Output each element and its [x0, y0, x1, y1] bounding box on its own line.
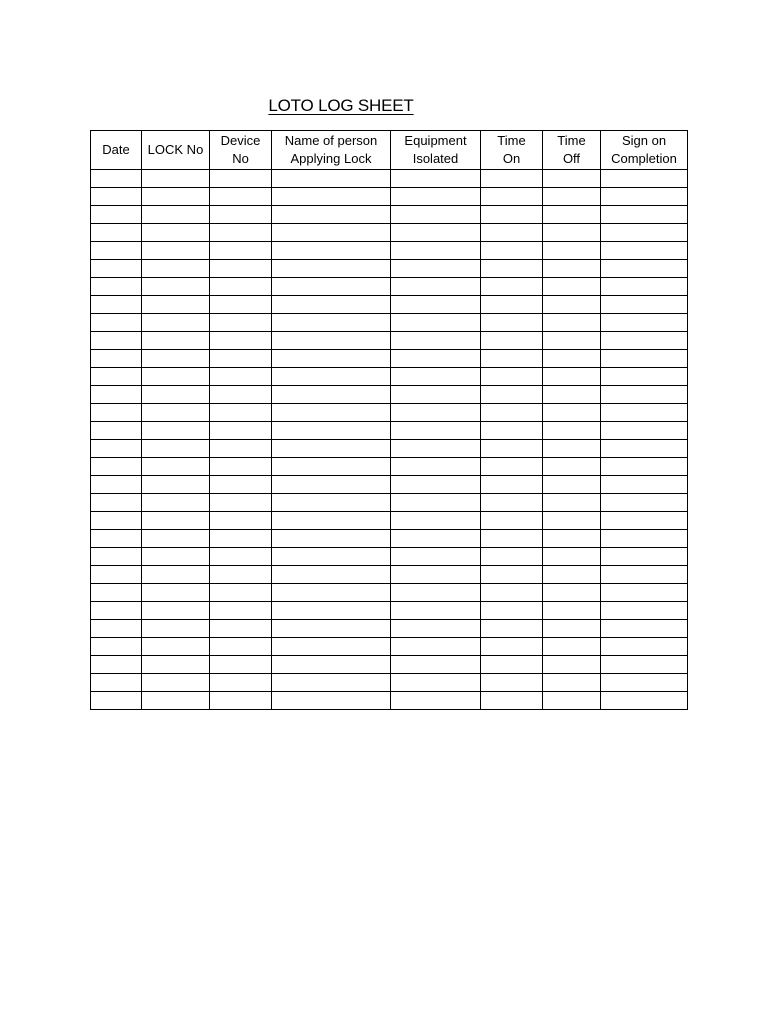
table-cell [391, 386, 481, 404]
column-header-sign-on-completion: Sign on Completion [601, 131, 688, 170]
table-cell [601, 368, 688, 386]
table-cell [272, 476, 391, 494]
table-cell [91, 566, 142, 584]
table-cell [210, 296, 272, 314]
table-cell [91, 530, 142, 548]
table-cell [543, 368, 601, 386]
table-cell [210, 260, 272, 278]
table-cell [91, 170, 142, 188]
table-cell [272, 170, 391, 188]
table-cell [481, 458, 543, 476]
table-cell [210, 386, 272, 404]
table-cell [272, 584, 391, 602]
table-cell [391, 692, 481, 710]
table-cell [391, 440, 481, 458]
table-row [91, 296, 688, 314]
table-cell [210, 656, 272, 674]
table-cell [601, 440, 688, 458]
table-cell [601, 674, 688, 692]
table-cell [391, 548, 481, 566]
table-cell [272, 278, 391, 296]
table-cell [601, 548, 688, 566]
table-cell [142, 584, 210, 602]
table-cell [91, 350, 142, 368]
column-header-device-no: Device No [210, 131, 272, 170]
table-cell [543, 458, 601, 476]
table-cell [210, 566, 272, 584]
table-cell [601, 296, 688, 314]
table-cell [272, 296, 391, 314]
table-cell [91, 224, 142, 242]
table-cell [272, 620, 391, 638]
table-cell [543, 170, 601, 188]
table-cell [272, 656, 391, 674]
table-row [91, 458, 688, 476]
table-cell [91, 674, 142, 692]
table-cell [543, 566, 601, 584]
table-cell [210, 422, 272, 440]
table-cell [481, 422, 543, 440]
table-cell [272, 494, 391, 512]
table-cell [142, 674, 210, 692]
table-cell [391, 620, 481, 638]
table-cell [391, 314, 481, 332]
table-cell [272, 188, 391, 206]
table-cell [601, 206, 688, 224]
table-cell [272, 674, 391, 692]
table-cell [481, 440, 543, 458]
table-cell [391, 332, 481, 350]
table-cell [272, 314, 391, 332]
table-cell [142, 458, 210, 476]
table-cell [481, 350, 543, 368]
table-row [91, 224, 688, 242]
table-cell [543, 584, 601, 602]
table-cell [91, 512, 142, 530]
table-cell [142, 188, 210, 206]
table-cell [543, 260, 601, 278]
table-cell [391, 656, 481, 674]
table-row [91, 368, 688, 386]
table-cell [272, 404, 391, 422]
table-cell [543, 602, 601, 620]
table-cell [601, 566, 688, 584]
table-cell [543, 224, 601, 242]
table-cell [272, 566, 391, 584]
table-row [91, 188, 688, 206]
table-cell [142, 368, 210, 386]
table-cell [601, 458, 688, 476]
table-cell [142, 692, 210, 710]
table-cell [481, 368, 543, 386]
table-row [91, 206, 688, 224]
table-cell [272, 332, 391, 350]
table-cell [91, 296, 142, 314]
table-cell [210, 584, 272, 602]
table-cell [601, 242, 688, 260]
table-cell [272, 206, 391, 224]
column-header-lock-no: LOCK No [142, 131, 210, 170]
table-cell [142, 548, 210, 566]
table-cell [272, 242, 391, 260]
table-cell [543, 494, 601, 512]
table-cell [391, 512, 481, 530]
table-cell [210, 620, 272, 638]
table-cell [142, 386, 210, 404]
table-cell [91, 206, 142, 224]
table-row [91, 440, 688, 458]
table-cell [91, 440, 142, 458]
table-cell [543, 422, 601, 440]
table-cell [91, 602, 142, 620]
table-cell [543, 674, 601, 692]
table-cell [142, 494, 210, 512]
table-cell [210, 638, 272, 656]
table-cell [272, 260, 391, 278]
table-cell [601, 494, 688, 512]
table-cell [543, 314, 601, 332]
table-cell [481, 476, 543, 494]
table-cell [272, 224, 391, 242]
table-cell [210, 332, 272, 350]
table-cell [210, 350, 272, 368]
table-cell [91, 368, 142, 386]
table-cell [391, 260, 481, 278]
column-header-time-on: Time On [481, 131, 543, 170]
table-cell [210, 314, 272, 332]
table-cell [391, 404, 481, 422]
table-cell [91, 332, 142, 350]
table-cell [91, 620, 142, 638]
table-cell [481, 386, 543, 404]
table-cell [272, 548, 391, 566]
table-cell [481, 584, 543, 602]
table-cell [142, 224, 210, 242]
table-row [91, 638, 688, 656]
table-cell [91, 278, 142, 296]
table-cell [142, 512, 210, 530]
table-cell [601, 656, 688, 674]
table-row [91, 602, 688, 620]
table-cell [91, 476, 142, 494]
table-cell [391, 476, 481, 494]
table-cell [543, 332, 601, 350]
table-cell [601, 530, 688, 548]
table-cell [391, 170, 481, 188]
table-cell [601, 620, 688, 638]
table-cell [481, 566, 543, 584]
page-title: LOTO LOG SHEET [268, 96, 414, 115]
table-row [91, 170, 688, 188]
table-row [91, 674, 688, 692]
table-cell [543, 188, 601, 206]
table-cell [272, 692, 391, 710]
table-cell [601, 314, 688, 332]
table-cell [601, 602, 688, 620]
table-cell [601, 386, 688, 404]
table-row [91, 512, 688, 530]
table-cell [91, 260, 142, 278]
table-cell [481, 188, 543, 206]
table-cell [481, 242, 543, 260]
table-cell [481, 170, 543, 188]
table-cell [142, 602, 210, 620]
table-cell [210, 278, 272, 296]
table-cell [91, 188, 142, 206]
table-cell [481, 494, 543, 512]
table-cell [210, 404, 272, 422]
table-row [91, 242, 688, 260]
table-cell [142, 422, 210, 440]
table-cell [91, 584, 142, 602]
column-header-time-off: Time Off [543, 131, 601, 170]
table-cell [210, 242, 272, 260]
table-cell [91, 548, 142, 566]
table-cell [210, 458, 272, 476]
table-cell [481, 512, 543, 530]
table-cell [481, 530, 543, 548]
table-cell [391, 638, 481, 656]
table-cell [481, 224, 543, 242]
table-cell [210, 512, 272, 530]
column-header-name-of-person: Name of person Applying Lock [272, 131, 391, 170]
table-cell [210, 206, 272, 224]
table-row [91, 566, 688, 584]
table-cell [543, 296, 601, 314]
table-cell [391, 278, 481, 296]
table-cell [601, 404, 688, 422]
column-header-equipment-isolated: Equipment Isolated [391, 131, 481, 170]
table-cell [391, 584, 481, 602]
table-cell [543, 530, 601, 548]
table-row [91, 620, 688, 638]
table-cell [481, 332, 543, 350]
table-cell [142, 206, 210, 224]
table-cell [210, 170, 272, 188]
table-cell [91, 656, 142, 674]
table-cell [91, 314, 142, 332]
table-cell [272, 458, 391, 476]
table-cell [543, 242, 601, 260]
table-cell [601, 278, 688, 296]
table-cell [601, 584, 688, 602]
table-cell [210, 368, 272, 386]
table-cell [543, 206, 601, 224]
table-cell [272, 386, 391, 404]
table-cell [391, 530, 481, 548]
table-cell [91, 404, 142, 422]
table-cell [543, 620, 601, 638]
table-cell [391, 350, 481, 368]
table-cell [142, 638, 210, 656]
table-cell [543, 476, 601, 494]
table-cell [391, 224, 481, 242]
table-cell [543, 548, 601, 566]
table-row [91, 278, 688, 296]
table-cell [601, 332, 688, 350]
table-cell [91, 242, 142, 260]
table-row [91, 530, 688, 548]
table-cell [481, 260, 543, 278]
table-cell [481, 296, 543, 314]
table-cell [272, 638, 391, 656]
table-cell [210, 674, 272, 692]
table-cell [272, 368, 391, 386]
table-cell [543, 404, 601, 422]
table-cell [391, 422, 481, 440]
table-cell [543, 386, 601, 404]
table-cell [543, 350, 601, 368]
table-cell [601, 512, 688, 530]
table-cell [142, 476, 210, 494]
table-row [91, 548, 688, 566]
table-cell [210, 224, 272, 242]
table-cell [142, 530, 210, 548]
table-cell [142, 350, 210, 368]
table-cell [210, 548, 272, 566]
table-cell [481, 404, 543, 422]
table-cell [142, 170, 210, 188]
table-cell [601, 170, 688, 188]
table-cell [391, 242, 481, 260]
table-cell [601, 638, 688, 656]
table-cell [272, 422, 391, 440]
table-cell [391, 296, 481, 314]
table-row [91, 656, 688, 674]
table-cell [272, 350, 391, 368]
table-cell [272, 602, 391, 620]
table-cell [391, 458, 481, 476]
table-cell [210, 692, 272, 710]
table-cell [481, 692, 543, 710]
table-cell [543, 656, 601, 674]
table-cell [543, 638, 601, 656]
table-cell [91, 422, 142, 440]
table-cell [142, 620, 210, 638]
table-cell [210, 494, 272, 512]
table-cell [481, 206, 543, 224]
table-cell [481, 278, 543, 296]
table-cell [142, 404, 210, 422]
table-cell [142, 242, 210, 260]
table-cell [391, 494, 481, 512]
table-row [91, 332, 688, 350]
column-header-date: Date [91, 131, 142, 170]
table-cell [142, 566, 210, 584]
table-cell [601, 476, 688, 494]
table-cell [481, 548, 543, 566]
table-cell [391, 206, 481, 224]
log-table-body [91, 170, 688, 710]
table-cell [272, 512, 391, 530]
table-row [91, 494, 688, 512]
table-cell [91, 638, 142, 656]
table-cell [543, 692, 601, 710]
table-cell [210, 530, 272, 548]
table-row [91, 692, 688, 710]
table-cell [272, 440, 391, 458]
table-cell [210, 476, 272, 494]
table-cell [601, 350, 688, 368]
header-row [91, 131, 688, 170]
table-cell [481, 674, 543, 692]
table-cell [543, 440, 601, 458]
table-cell [391, 674, 481, 692]
table-cell [142, 656, 210, 674]
table-row [91, 422, 688, 440]
table-cell [481, 638, 543, 656]
table-cell [391, 188, 481, 206]
table-cell [91, 386, 142, 404]
table-cell [601, 224, 688, 242]
table-row [91, 260, 688, 278]
table-cell [391, 566, 481, 584]
table-cell [91, 494, 142, 512]
table-cell [142, 296, 210, 314]
table-row [91, 476, 688, 494]
table-cell [391, 602, 481, 620]
table-row [91, 386, 688, 404]
table-cell [210, 440, 272, 458]
table-row [91, 314, 688, 332]
table-row [91, 350, 688, 368]
table-cell [481, 314, 543, 332]
table-cell [601, 692, 688, 710]
table-cell [142, 260, 210, 278]
table-cell [142, 314, 210, 332]
table-cell [481, 602, 543, 620]
table-cell [391, 368, 481, 386]
table-cell [481, 620, 543, 638]
table-row [91, 404, 688, 422]
table-cell [543, 278, 601, 296]
table-cell [543, 512, 601, 530]
table-cell [91, 692, 142, 710]
table-cell [272, 530, 391, 548]
table-cell [481, 656, 543, 674]
table-cell [601, 188, 688, 206]
table-row [91, 584, 688, 602]
table-cell [142, 332, 210, 350]
table-cell [601, 422, 688, 440]
table-cell [210, 188, 272, 206]
table-cell [210, 602, 272, 620]
table-cell [142, 278, 210, 296]
loto-log-table [90, 130, 688, 710]
table-cell [601, 260, 688, 278]
table-cell [142, 440, 210, 458]
table-cell [91, 458, 142, 476]
